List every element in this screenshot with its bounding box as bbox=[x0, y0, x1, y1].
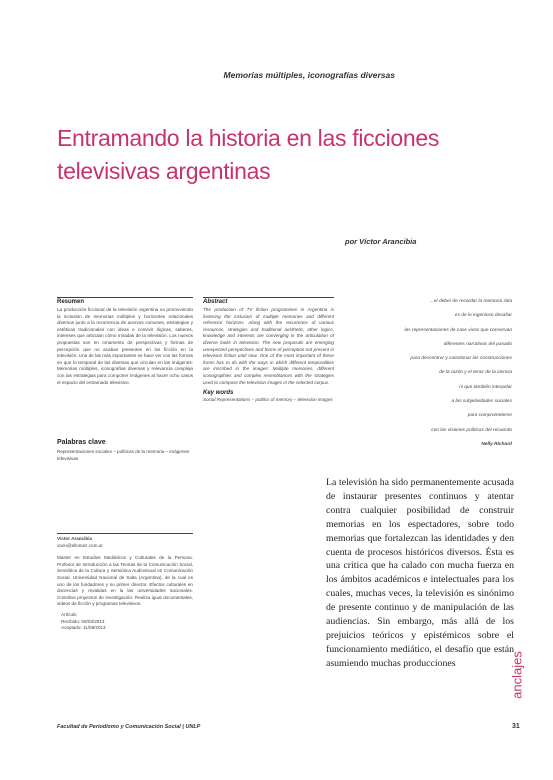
palabras-clave-heading: Palabras clave bbox=[57, 439, 106, 446]
bio-rule bbox=[57, 533, 193, 534]
quote-line: para descentrar y cuestionar las construcciones bbox=[410, 356, 512, 362]
meta-accepted: Aceptado: 11/08/2013 bbox=[61, 625, 106, 631]
resumen-heading: Resumen bbox=[57, 299, 85, 305]
quote-attribution: Nelly Richard bbox=[481, 441, 512, 447]
abstract-heading: Abstract bbox=[203, 299, 228, 305]
title-line-2: televisivas argentinas bbox=[57, 158, 271, 184]
body-text: La televisión ha sido permanentemente acusada de instaurar presentes continuos y atentar contra cualquier posibilidad de construir memorias en los espectadores, sobre todo memorias que fortalezcan las identidades y den cuenta de procesos históricos diversos. Ésta es una crítica que ha calado con mucha fuerza en los ámbitos académicos e intelectuales para los cuales, muchas veces, la televisión es sinónimo de presente continuo y de manipulación de las audiencias. Sin embargo, más allá de los prejuicios teóricos y epistémicos sobre el funcionamiento mediático, el desafío que están asumiendo muchas producciones bbox=[326, 477, 514, 669]
palabras-clave-block bbox=[57, 439, 193, 462]
quote-line: a las subjetividades sociales bbox=[451, 399, 512, 405]
section-side-tag bbox=[510, 640, 524, 710]
footer-institution: Facultad de Periodismo y Comunicación Social | UNLP bbox=[57, 724, 201, 730]
quote-line: de la razón y el tenor de la ciencia bbox=[439, 370, 512, 376]
resumen-block bbox=[57, 299, 193, 386]
quote-line: con las visiones políticas del recuerdo bbox=[431, 427, 512, 433]
bio-text: Master en Estudios Mediáticos y Culturales de la Persona. Profesor de Introducción a las Teorías de la Comunicación Social, Semiótica de la Cultura y Semiótica Audiovisual en Comunicación Social. Universidad Nacional de Salta (Argentina), de la cual es uno de los fundadores y su primer director. Efectos culturales en docencias y revalidas en la las universidades nacionales. Coordina proyectos de investigación. Realiza igual documentales, videos de ficción y programas televisivos. bbox=[57, 555, 193, 607]
resumen-text: La producción ficcional de la televisión argentina va promoviendo la inclusión de memorias múltiples y horizontes relacionales diversos junto a la recurrencia de acervos comunes, estrategias y estéticas tradicionales con ideas e convivir lógicas, saberes, intereses que articulan cómo miradas de la televisión. Los nuevos propuestas son en ornamento de perspectivas y formas de percepción que no acaban presentes en los ficción en la televisión. Una de las más importantes se hace ver con las formas en que lo temporal de las diversas que circulan en las imágenes: Memorias múltiples, iconografías diversas y relevancia compleja con las estrategias para componer imágenes al hacer ocho casos el espacio del entramado televisivo. bbox=[57, 307, 193, 385]
keywords-heading: Key words bbox=[203, 390, 234, 397]
abstract-rule bbox=[203, 297, 334, 298]
quote-line: para comprometerse bbox=[467, 413, 512, 419]
meta-received: Recibido: 09/03/2013 bbox=[61, 618, 105, 624]
bio-block bbox=[57, 536, 193, 632]
keywords-text: Social Representations – politics of memory – television images bbox=[203, 397, 333, 403]
epigraph-quote bbox=[345, 295, 512, 452]
palabras-clave-text: Representaciones sociales – políticas de la memoria – imágenes televisivas bbox=[57, 449, 190, 461]
article-title bbox=[57, 122, 477, 188]
article-meta bbox=[57, 612, 193, 632]
abstract-block bbox=[203, 299, 334, 404]
quote-line: es de lo ingenioso desafiar bbox=[454, 313, 512, 319]
section-title: Memorias múltiples, iconografías diversas bbox=[223, 70, 395, 80]
abstract-text: The production of TV fiction programmes in Argentina is fostering the inclusion of multiple memories and different reference horizons. Along with the recurrence of various resources, strategies and traditional aesthetic, other logics, knowledge and interests are converging in the articulation of diverse looks in television. The new proposals are emerging unexpected perspectives and forms of perception not present in television fiction until now. One of the most important of these forms has to do with the ways in which different temporalities are inscribed in the images: Multiple memories, different iconographies and complex resemblances with the strategies used to compose the television images in the selected corpus. bbox=[203, 307, 334, 385]
side-tag-label: anclajes bbox=[509, 651, 525, 699]
resumen-rule bbox=[57, 297, 193, 298]
quote-line: las representaciones de caos vivos que conservan bbox=[404, 327, 512, 333]
quote-line: diferentes narrativas del pasado bbox=[443, 341, 512, 347]
meta-type: Artículo bbox=[61, 611, 77, 617]
page-number: 31 bbox=[512, 723, 520, 730]
quote-line: ...el deber de recordar la memoria sitia bbox=[429, 299, 512, 304]
bio-email: vaon@ellomez.com.ar bbox=[57, 542, 103, 548]
bio-name: Víctor Arancibia bbox=[57, 536, 93, 541]
quote-line: ni que también interpelar bbox=[459, 384, 512, 390]
title-line-1: Entramando la historia en las ficciones bbox=[57, 125, 440, 151]
author-byline: por Víctor Arancibia bbox=[345, 237, 417, 246]
